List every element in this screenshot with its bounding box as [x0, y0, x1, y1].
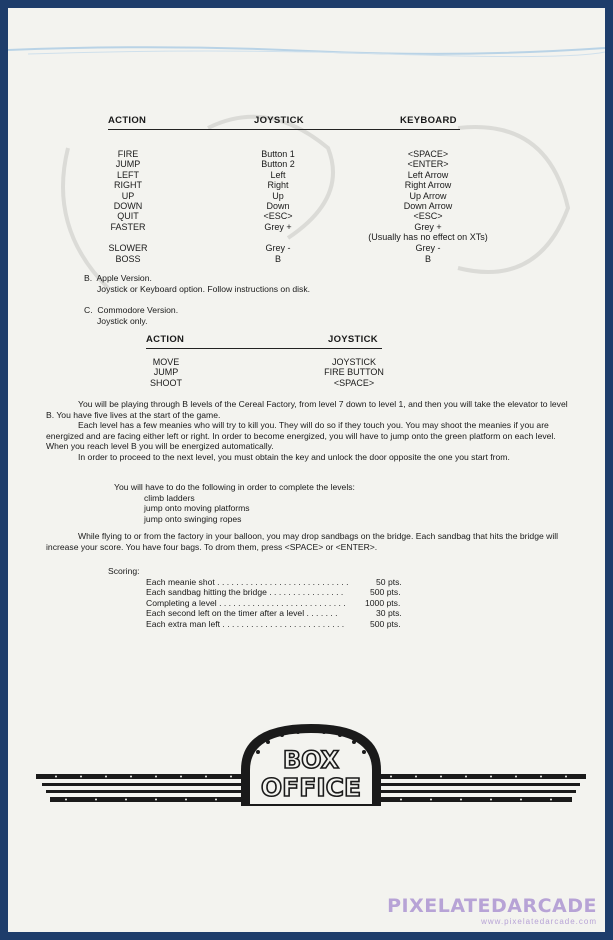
joystick-cell: Down — [266, 201, 290, 212]
joystick-cell: Grey - — [265, 243, 291, 254]
scoring-row — [108, 608, 402, 619]
scoring-label: Scoring: — [108, 566, 140, 576]
score-points: 30 pts. — [376, 608, 402, 619]
action-cell: DOWN — [113, 201, 143, 212]
complete-item: jump onto moving platforms — [144, 503, 250, 514]
joystick-header: JOYSTICK — [254, 115, 304, 126]
joystick-cell: Button 2 — [261, 159, 295, 170]
score-item: Each meanie shot . . . . . . . . . . . . . . . . . . . . . . . . . . . . — [146, 576, 349, 587]
gameplay-text — [46, 399, 570, 463]
joystick-cell: Up — [272, 190, 284, 201]
action-header: ACTION — [108, 115, 147, 126]
joystick-cell: Left — [270, 169, 286, 180]
score-points: 1000 pts. — [365, 597, 401, 608]
action-cell: FASTER — [110, 221, 146, 232]
action-cell: QUIT — [117, 211, 139, 222]
joystick-cell: Grey + — [264, 221, 292, 232]
keyboard-header: KEYBOARD — [400, 115, 457, 126]
logo-text-office: OFFICE — [260, 773, 362, 802]
keyboard-cell: Left Arrow — [407, 169, 449, 180]
c64-joystick-cell: FIRE BUTTON — [324, 367, 384, 378]
score-item: Each second left on the timer after a level . . . . . . . — [146, 608, 338, 619]
score-item: Each extra man left . . . . . . . . . . . . . . . . . . . . . . . . . . — [146, 618, 345, 629]
c64-action-cell: SHOOT — [149, 377, 182, 388]
commodore-title: Commodore Version. — [97, 305, 179, 315]
keyboard-cell: <ESC> — [413, 211, 443, 222]
action-cell: UP — [121, 190, 135, 201]
action-cell: JUMP — [115, 159, 141, 170]
paragraph-key: In order to proceed to the next level, you must obtain the key and unlock the door opposite the one you start from. — [78, 451, 510, 462]
c64-header-rule — [146, 348, 382, 349]
c64-joystick-cell: <SPACE> — [333, 377, 375, 388]
action-cell: BOSS — [115, 253, 141, 264]
commodore-label: C. — [84, 305, 93, 315]
keyboard-cell: Down Arrow — [403, 201, 453, 212]
score-points: 50 pts. — [376, 576, 402, 587]
scoring-row — [108, 597, 401, 609]
action-cell: LEFT — [116, 169, 139, 180]
apple-section — [84, 273, 504, 294]
c64-action-cell: MOVE — [152, 357, 180, 367]
score-item: Completing a level . . . . . . . . . . . . . . . . . . . . . . . . . . . — [146, 597, 346, 608]
score-points: 500 pts. — [370, 587, 401, 598]
paragraph-sandbags: While flying to or from the factory in your balloon, you may drop sandbags on the bridge. Each sandbag that hits the bridge will increase your score. You have four bags. To drom them, press <SPACE> or <ENTER>. — [46, 531, 559, 552]
apple-title: Apple Version. — [96, 273, 152, 283]
complete-item: climb ladders — [144, 492, 195, 503]
keyboard-note: (Usually has no effect on XTs) — [368, 232, 488, 243]
joystick-cell: B — [274, 253, 281, 264]
header-rule — [108, 129, 460, 130]
scoring-row — [108, 576, 402, 588]
complete-item: jump onto swinging ropes — [144, 513, 242, 524]
balloon-text — [46, 531, 570, 552]
joystick-cell: Right — [267, 180, 289, 191]
score-points: 500 pts. — [370, 618, 401, 629]
c64-joystick-column — [304, 357, 404, 388]
action-cell — [88, 232, 168, 243]
commodore-desc: Joystick only. — [97, 315, 148, 326]
c64-action-header: ACTION — [146, 334, 185, 345]
blue-scan-streak — [8, 42, 605, 60]
scoring-row — [108, 618, 401, 630]
keyboard-cell: Up Arrow — [409, 190, 447, 201]
watermark-name: PIXELATEDARCADE — [387, 895, 597, 917]
complete-intro: You will have to do the following in order to complete the levels: — [114, 482, 355, 492]
joystick-cell — [238, 232, 318, 243]
keyboard-column — [358, 149, 498, 264]
action-cell: FIRE — [117, 149, 139, 159]
logo-text-box: BOX — [282, 746, 340, 774]
joystick-cell: Button 1 — [261, 149, 295, 159]
pixelatedarcade-watermark — [387, 895, 597, 926]
paragraph-meanies: Each level has a few meanies who will try to kill you. They will do so if they touch you. You may shoot the meanies if you are energized and are facing either left or right. In order to become energized, you will have to jump onto the green platform on each level. When you reach level B you will be energized automatically. — [46, 420, 556, 452]
c64-action-cell: JUMP — [153, 367, 179, 378]
joystick-column — [238, 149, 318, 264]
action-cell: RIGHT — [114, 180, 142, 191]
box-office-logo — [36, 720, 586, 820]
paragraph-levels: You will be playing through B levels of the Cereal Factory, from level 7 down to level 1, and then you will take the elevator to level B. You have five lives at the start of the game. — [46, 399, 568, 420]
scoring-section — [108, 566, 402, 630]
action-column — [88, 149, 168, 264]
c64-joystick-cell: JOYSTICK — [331, 357, 376, 367]
keyboard-cell: Grey - — [415, 243, 441, 254]
scoring-row — [108, 587, 401, 598]
c64-joystick-header: JOYSTICK — [328, 334, 378, 345]
score-item: Each sandbag hitting the bridge . . . . . . . . . . . . . . . . — [146, 587, 344, 598]
manual-page — [8, 8, 605, 932]
watermark-url: www.pixelatedarcade.com — [481, 917, 597, 926]
logo-stripes-right — [371, 774, 586, 802]
complete-levels-section — [114, 482, 534, 524]
commodore-section — [84, 305, 504, 326]
apple-desc: Joystick or Keyboard option. Follow instructions on disk. — [97, 283, 311, 294]
keyboard-cell: <SPACE> — [407, 149, 449, 159]
keyboard-cell: <ENTER> — [407, 159, 449, 170]
logo-stripes-left — [36, 774, 251, 802]
apple-label: B. — [84, 273, 93, 283]
keyboard-cell: Right Arrow — [404, 180, 452, 191]
keyboard-cell: Grey + — [414, 221, 442, 232]
action-cell: SLOWER — [108, 243, 148, 254]
joystick-cell: <ESC> — [263, 211, 293, 222]
keyboard-cell: B — [424, 253, 431, 264]
c64-action-column — [126, 357, 206, 388]
